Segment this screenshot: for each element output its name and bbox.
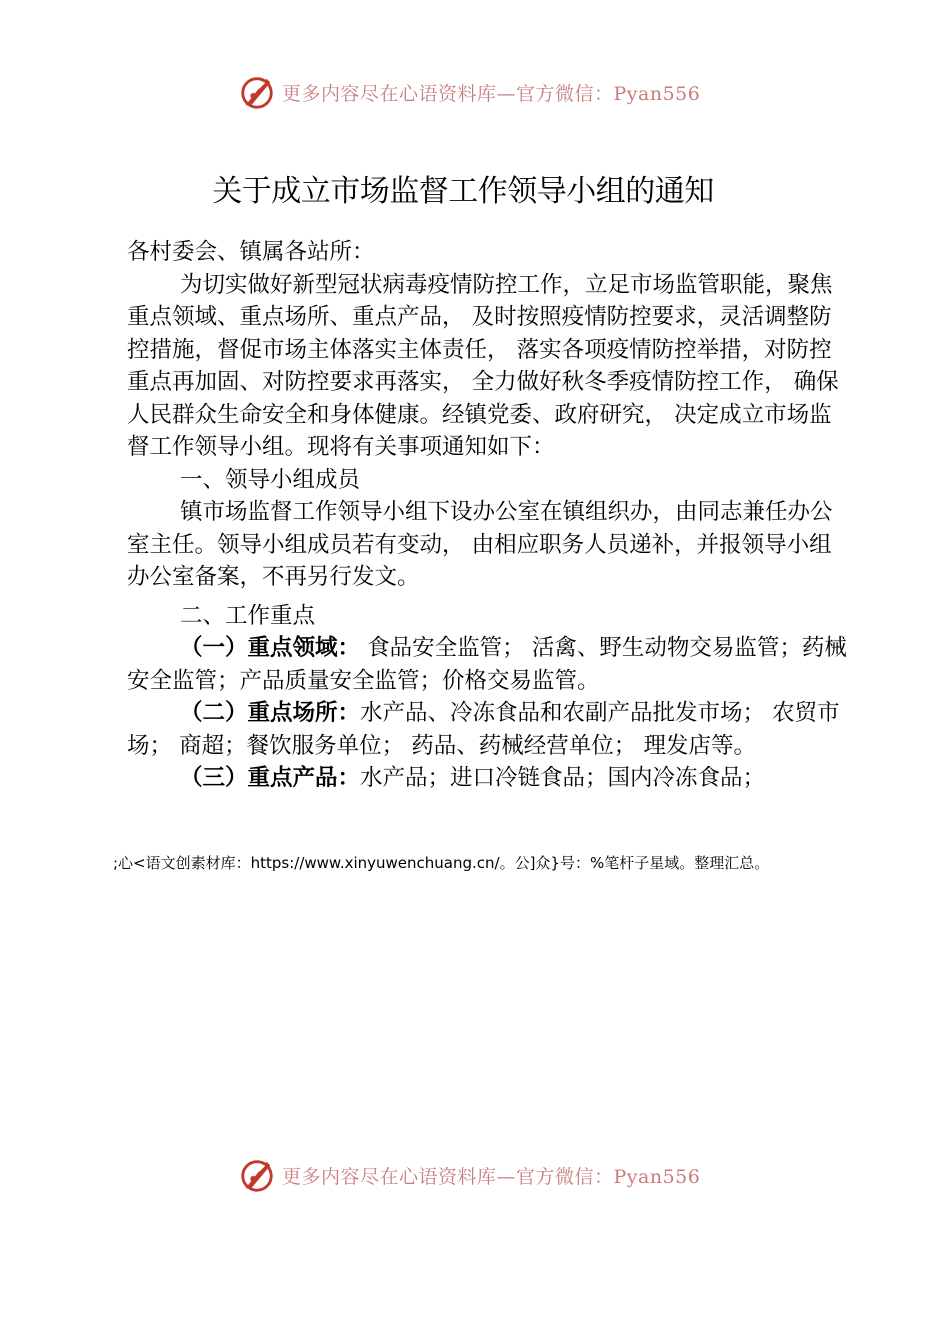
focus-item-label: （二）重点场所： [180, 700, 361, 726]
document-body [127, 236, 847, 795]
quill-logo-icon [238, 1156, 276, 1194]
banner-text: 更多内容尽在心语资料库—官方微信：Pyan556 [282, 1165, 701, 1188]
focus-item [127, 632, 847, 697]
intro-paragraph: 为切实做好新型冠状病毒疫情防控工作，立足市场监管职能，聚焦重点领域、重点场所、重点产品， 及时按照疫情防控要求，灵活调整防控措施，督促市场主体落实主体责任， 落实各项疫情防控举措，对防控重点再加固、对防控要求再落实， 全力做好秋冬季疫情防控工作， 确保人民群众生命安全和身体健康。经镇党委、政府研究， 决定成立市场监督工作领导小组。现将有关事项通知如下： [127, 271, 839, 460]
source-footnote: ;心<语文创素材库：https://www.xinyuwenchuang.cn/。公]众}号：%笔杆子星域。整理汇总。 [113, 854, 770, 872]
footer-banner [238, 1155, 758, 1195]
section1-paragraph: 镇市场监督工作领导小组下设办公室在镇组织办，由同志兼任办公室主任。领导小组成员若有变动， 由相应职务人员递补，并报领导小组办公室备案，不再另行发文。 [127, 499, 833, 590]
section1-heading: 一、领导小组成员 [180, 466, 361, 493]
focus-item-text: 食品安全监管； 活禽、野生动物交易监管；药械安全监管；产品质量安全监管；价格交易监管。 [127, 635, 847, 694]
focus-item-label: （三）重点产品： [180, 765, 361, 791]
focus-item-text: 水产品；进口冷链食品；国内冷冻食品； [360, 765, 766, 791]
focus-item-label: （一）重点领域： [180, 635, 361, 661]
focus-item [127, 762, 847, 795]
document-title: 关于成立市场监督工作领导小组的通知 [212, 174, 714, 209]
focus-item [127, 697, 847, 762]
banner-text: 更多内容尽在心语资料库—官方微信：Pyan556 [282, 82, 701, 105]
section2-heading: 二、工作重点 [180, 602, 316, 629]
quill-logo-icon [238, 73, 276, 111]
header-banner [238, 72, 758, 112]
salutation: 各村委会、镇属各站所： [127, 239, 375, 265]
focus-item-text: 水产品、冷冻食品和农副产品批发市场； 农贸市场； 商超；餐饮服务单位； 药品、药械经营单位； 理发店等。 [127, 700, 840, 759]
